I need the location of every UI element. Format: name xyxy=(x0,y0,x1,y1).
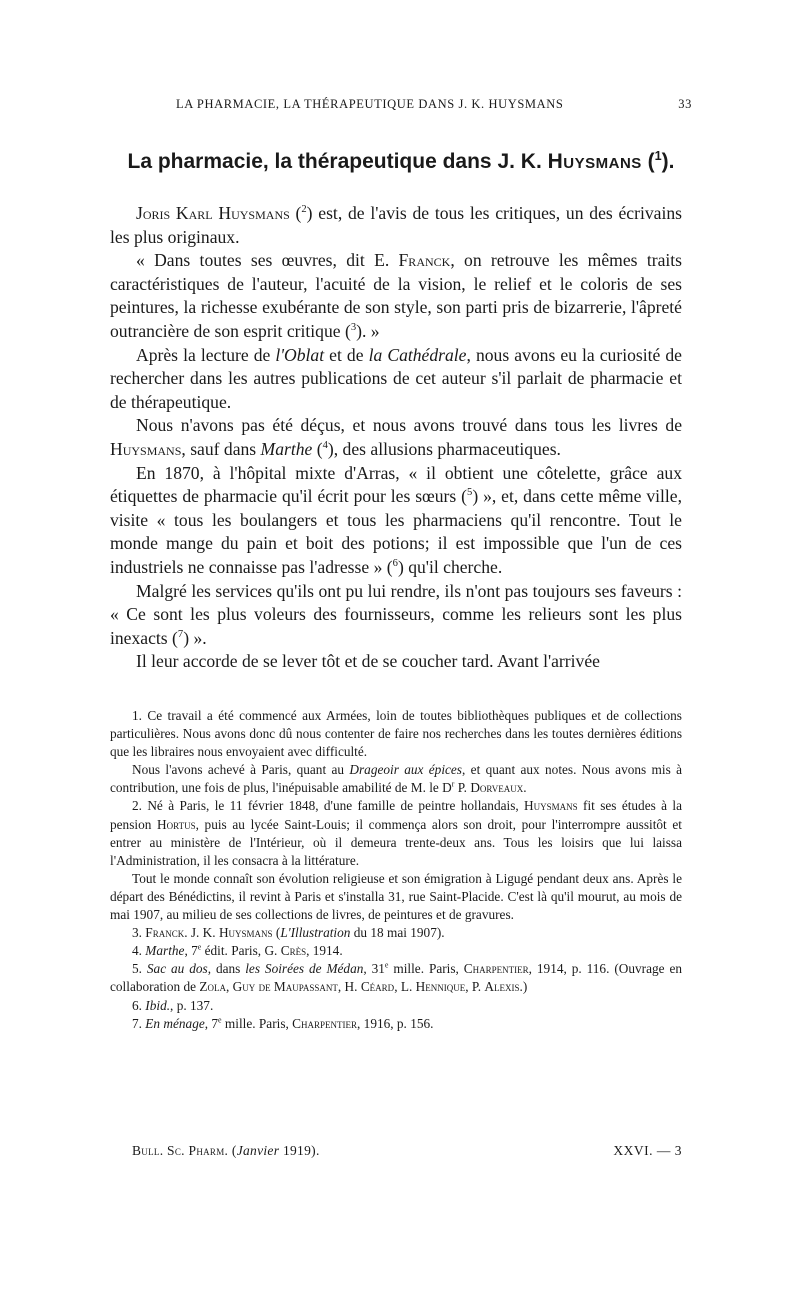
p4-text-mid: , sauf dans xyxy=(181,438,261,459)
work-title-marthe: Marthe xyxy=(260,438,313,459)
fn1b-g: . xyxy=(523,780,527,796)
note-ref-2: 2 xyxy=(301,204,307,216)
fn7-e: mille. Paris, xyxy=(221,1015,293,1031)
fn3-g: du 18 mai 1907). xyxy=(350,925,445,941)
footnote-1 xyxy=(110,707,682,761)
fn5-k: , xyxy=(225,979,233,995)
fn3-franck: Franck xyxy=(145,925,185,941)
paragraph-4 xyxy=(110,414,682,461)
p1-text-end: ) est, de l'avis de tous les critiques, un des écrivains les plus originaux. xyxy=(110,203,682,247)
fn5-i: , 1914, p. 116. (Ouvrage en collaboration de xyxy=(110,961,682,995)
p5-text-mid: ) », et, dans cette même ville, visite « tous les boulangers et tous les pharmaciens qu'il rencontre. Tout le monde mange du pain et boit des potions; il est impossible que l'un de ces industriels ne connaisse pas l'adresse » ( xyxy=(110,486,682,577)
paragraph-7 xyxy=(110,650,682,674)
fn3-e: ( xyxy=(272,925,281,941)
p4-text-end: ), des allusions pharmaceutiques. xyxy=(327,438,561,459)
fn1b-drageoir: Drageoir aux épices xyxy=(349,762,462,778)
page-number: 33 xyxy=(678,97,692,111)
fn4-e: édit. Paris, G. xyxy=(201,943,281,959)
fn5-e: , 31 xyxy=(363,961,385,977)
p4-text-paren: ( xyxy=(312,438,323,459)
fn5-o: , L. xyxy=(394,979,416,995)
title-end: ). xyxy=(661,150,675,173)
fn3-c: . J. K. xyxy=(184,925,219,941)
fn2-c: fit ses études à la pension xyxy=(110,798,682,832)
fn2-huysmans: Huysmans xyxy=(524,798,578,814)
p3-text: Après la lecture de xyxy=(136,344,276,365)
fn5-q: , P. xyxy=(465,979,485,995)
paragraph-5 xyxy=(110,462,682,580)
journal-year: 1919). xyxy=(279,1143,320,1158)
fn5-maupassant: Guy de Maupassant xyxy=(232,979,338,995)
p4-text: Nous n'avons pas été déçus, et nous avons trouvé dans tous les livres de xyxy=(136,415,682,436)
fn7-c: , 7 xyxy=(204,1015,219,1031)
journal-citation xyxy=(132,1143,320,1159)
p2-text: « Dans toutes ses œuvres, dit xyxy=(136,250,375,271)
fn2-hortus: Hortus xyxy=(157,816,196,832)
fn4-c: , 7 xyxy=(184,943,198,959)
fn5-ceard: Céard xyxy=(360,979,395,995)
fn6-ibid: Ibid. xyxy=(145,997,171,1013)
p5-text-end: ) qu'il cherche. xyxy=(397,556,503,577)
footnote-7 xyxy=(110,1015,682,1033)
p6-text: Malgré les services qu'ils ont pu lui rendre, ils n'ont pas toujours ses faveurs : « Ce sont les plus voleurs des fournisseurs, comme les relieurs sont les plus inexacts ( xyxy=(110,580,682,648)
fn1b-a: Nous l'avons achevé à Paris, quant au xyxy=(132,762,350,778)
paragraph-6 xyxy=(110,580,682,651)
fn5-c: , dans xyxy=(207,961,246,977)
fn5-hennique: Hennique xyxy=(415,979,466,995)
fn3-huysmans: Huysmans xyxy=(218,925,273,941)
fn3-illustration: L'Illustration xyxy=(280,925,351,941)
fn4-cres: Crès xyxy=(280,943,307,959)
footnote-6 xyxy=(110,997,682,1015)
p3-text-mid: et de xyxy=(324,344,369,365)
fn4-g: , 1914. xyxy=(306,943,343,959)
fn5-zola: Zola xyxy=(199,979,226,995)
fn2b-text: Tout le monde connaît son évolution religieuse et son émigration à Ligugé pendant deux ans. Après le départ des Bénédictins, il revint à Paris et s'installa 31, rue Saint-Placide. C'est là qu'il mourut, au mois de mai 1907, au milieu de ses collections de livres, de peintures et de gravures. xyxy=(110,870,682,923)
footnotes xyxy=(110,707,682,1033)
article-title: La pharmacie, la thérapeutique dans J. K. Huysmans ($^1$). xyxy=(127,149,675,173)
body-text xyxy=(110,202,682,674)
fn4-sup: e xyxy=(197,942,202,952)
p1-text: ( xyxy=(289,203,302,223)
p6-text-end: ) ». xyxy=(183,627,207,648)
fn1b-e: P. xyxy=(454,780,471,796)
fn7-charpentier: Charpentier xyxy=(292,1015,358,1031)
journal-paren: ( xyxy=(228,1143,237,1158)
note-ref-4: 4 xyxy=(322,440,328,452)
fn5-g: mille. Paris, xyxy=(388,961,464,977)
journal-month: Janvier xyxy=(236,1143,280,1158)
title-main: La pharmacie, la thérapeutique dans J. K. xyxy=(127,150,548,173)
fn7-a: 7. xyxy=(132,1015,146,1031)
paragraph-3 xyxy=(110,344,682,415)
paragraph-1 xyxy=(110,202,682,249)
fn5-soirees: les Soirées de Médan xyxy=(245,961,364,977)
fn5-s: .) xyxy=(519,979,528,995)
fn5-sup: e xyxy=(384,960,389,970)
work-title-cathedrale: la Cathédrale xyxy=(368,344,467,365)
title-note-ref: 1 xyxy=(654,149,662,163)
fn7-sup: e xyxy=(218,1015,222,1025)
note-ref-7: 7 xyxy=(177,628,184,640)
p2-text-mid: , on retrouve les mêmes traits caractéristiques de l'auteur, l'acuité de la vision, le relief et le coloris de ses peintures, la richesse exubérante de son style, son parti pris de bizarrerie, l'âpreté outrancière de son esprit critique ( xyxy=(110,250,682,341)
fn3-a: 3. xyxy=(132,925,146,941)
p5-text: En 1870, à l'hôpital mixte d'Arras, « il obtient une côtelette, grâce aux étiquettes de pharmacie qu'il écrit pour les sœurs ( xyxy=(110,462,682,507)
running-head-title: LA PHARMACIE, LA THÉRAPEUTIQUE DANS J. K. HUYSMANS xyxy=(176,97,564,111)
fn6-a: 6. xyxy=(132,997,146,1013)
fn7-menage: En ménage xyxy=(145,1015,205,1031)
author-huysmans: Huysmans xyxy=(110,438,182,459)
work-title-oblat: l'Oblat xyxy=(275,344,325,365)
footnote-2 xyxy=(110,797,682,869)
signature-mark: XXVI. — 3 xyxy=(613,1143,682,1158)
fn4-a: 4. xyxy=(132,943,146,959)
fn5-m: , H. xyxy=(337,979,361,995)
fn7-g: , 1916, p. 156. xyxy=(357,1015,434,1031)
footnote-1-text: 1. Ce travail a été commencé aux Armées, loin de toutes bibliothèques publiques et de collections particulières. Nous avons donc dû nous contenter de faire nos recherches dans les toutes dernières éditions que les libraires nous envoyaient avec difficulté. xyxy=(110,708,682,760)
footnote-2-continued xyxy=(110,870,682,924)
footnote-4 xyxy=(110,942,682,960)
note-ref-3: 3 xyxy=(350,322,357,334)
note-ref-5: 5 xyxy=(467,487,473,499)
fn1b-dorveaux: Dorveaux xyxy=(470,780,524,796)
p3-text-end: , nous avons eu la curiosité de rechercher dans les autres publications de cet auteur s'il parlait de pharmacie et de thérapeutique. xyxy=(110,344,682,412)
footnote-3 xyxy=(110,924,682,942)
note-ref-6: 6 xyxy=(392,558,398,570)
fn1b-c: , et quant aux notes. Nous avons mis à contribution, une fois de plus, l'inépuisable amabilité de M. le D xyxy=(110,762,682,796)
fn5-charpentier: Charpentier xyxy=(463,961,529,977)
title-author-name: Huysmans xyxy=(547,150,642,173)
paragraph-2 xyxy=(110,249,682,343)
fn6-c: , p. 137. xyxy=(170,997,214,1013)
author-full-name: Joris Karl Huysmans xyxy=(136,203,290,223)
fn5-sac: Sac au dos xyxy=(146,961,208,977)
footnote-5 xyxy=(110,960,682,996)
fn2-e: , puis au lycée Saint-Louis; il commença alors son droit, pour l'interrompre aussitôt et entrer au ministère de l'Intérieur, où il demeura trente-deux ans. Tous les loisirs que lui laissa l'Administration, il les consacra à la littérature. xyxy=(110,816,682,868)
fn2-a: 2. Né à Paris, le 11 février 1848, d'une famille de peintre hollandais, xyxy=(132,798,525,814)
p2-text-end: ). » xyxy=(356,320,380,341)
author-franck: E. Franck xyxy=(374,250,451,271)
fn4-marthe: Marthe xyxy=(145,943,185,959)
footnote-1-continued xyxy=(110,761,682,797)
p7-text: Il leur accorde de se lever tôt et de se coucher tard. Avant l'arrivée xyxy=(136,651,600,672)
journal-name: Bull. Sc. Pharm. xyxy=(132,1143,229,1158)
fn1b-sup: r xyxy=(451,779,455,789)
fn5-a: 5. xyxy=(132,961,147,977)
fn5-alexis: Alexis xyxy=(484,979,520,995)
